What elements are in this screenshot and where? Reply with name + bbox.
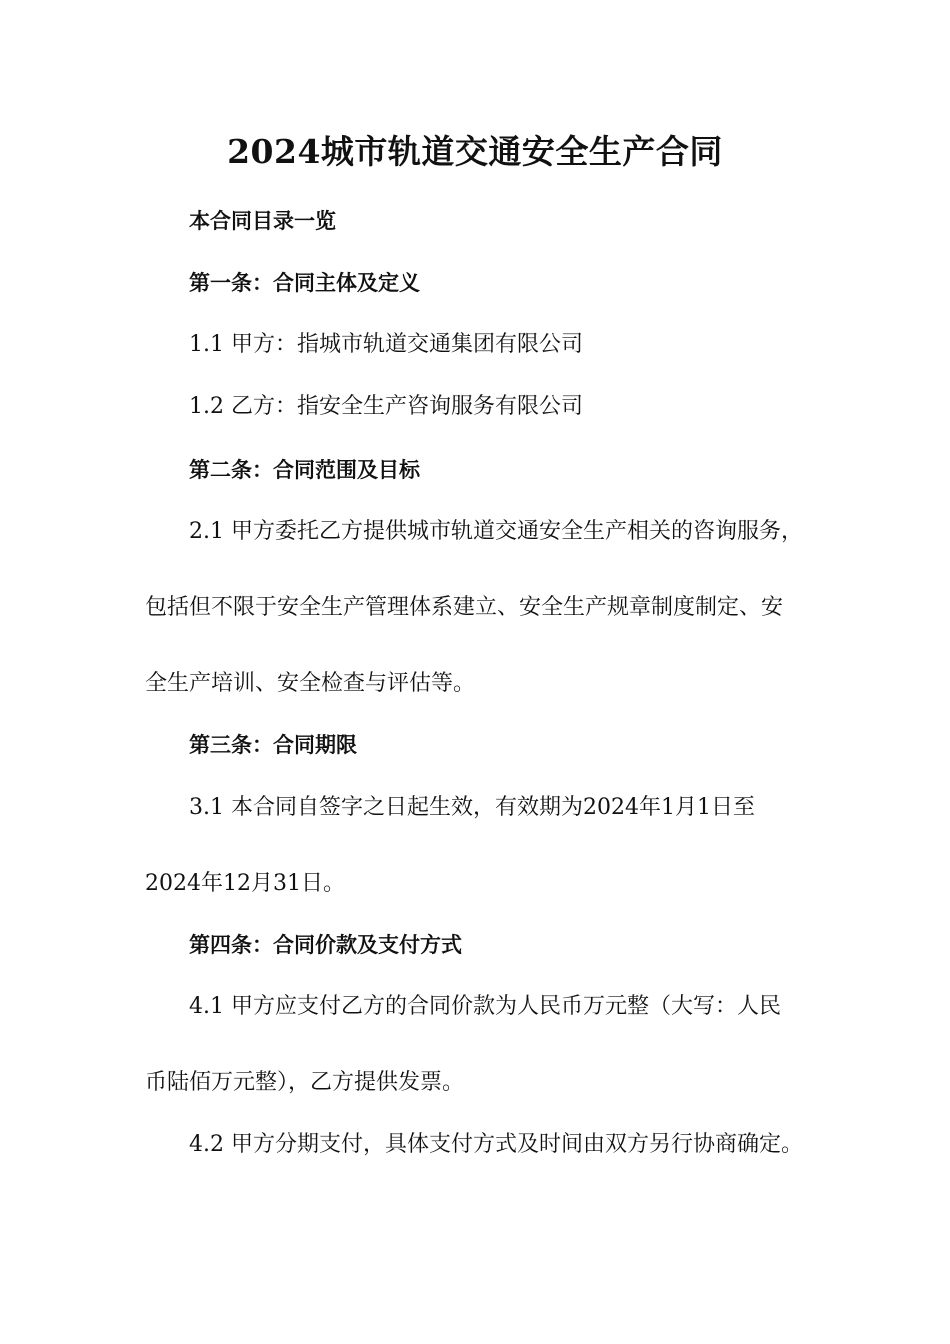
clause-4-1-line-1: 4.1 甲方应支付乙方的合同价款为人民币万元整（大写：人民: [189, 994, 781, 1019]
clause-2-1-line-3: 全生产培训、安全检查与评估等。: [145, 671, 476, 696]
toc-heading: 本合同目录一览: [189, 209, 336, 233]
clause-2-1-line-2: 包括但不限于安全生产管理体系建立、安全生产规章制度制定、安: [145, 595, 784, 620]
article-1-heading: 第一条：合同主体及定义: [189, 271, 420, 295]
clause-4-2: 4.2 甲方分期支付，具体支付方式及时间由双方另行协商确定。: [189, 1132, 803, 1157]
clause-1-1: 1.1 甲方：指城市轨道交通集团有限公司: [189, 332, 583, 357]
article-3-heading: 第三条：合同期限: [189, 733, 357, 757]
document-title: 2024城市轨道交通安全生产合同: [227, 132, 723, 171]
clause-1-2: 1.2 乙方：指安全生产咨询服务有限公司: [189, 394, 583, 419]
clause-4-1-line-2: 币陆佰万元整），乙方提供发票。: [145, 1070, 465, 1095]
clause-3-1-line-2: 2024年12月31日。: [145, 871, 345, 896]
article-4-heading: 第四条：合同价款及支付方式: [189, 933, 462, 957]
clause-2-1-line-1: 2.1 甲方委托乙方提供城市轨道交通安全生产相关的咨询服务，: [189, 519, 803, 544]
article-2-heading: 第二条：合同范围及目标: [189, 458, 420, 482]
clause-3-1-line-1: 3.1 本合同自签字之日起生效，有效期为2024年1月1日至: [189, 795, 755, 820]
